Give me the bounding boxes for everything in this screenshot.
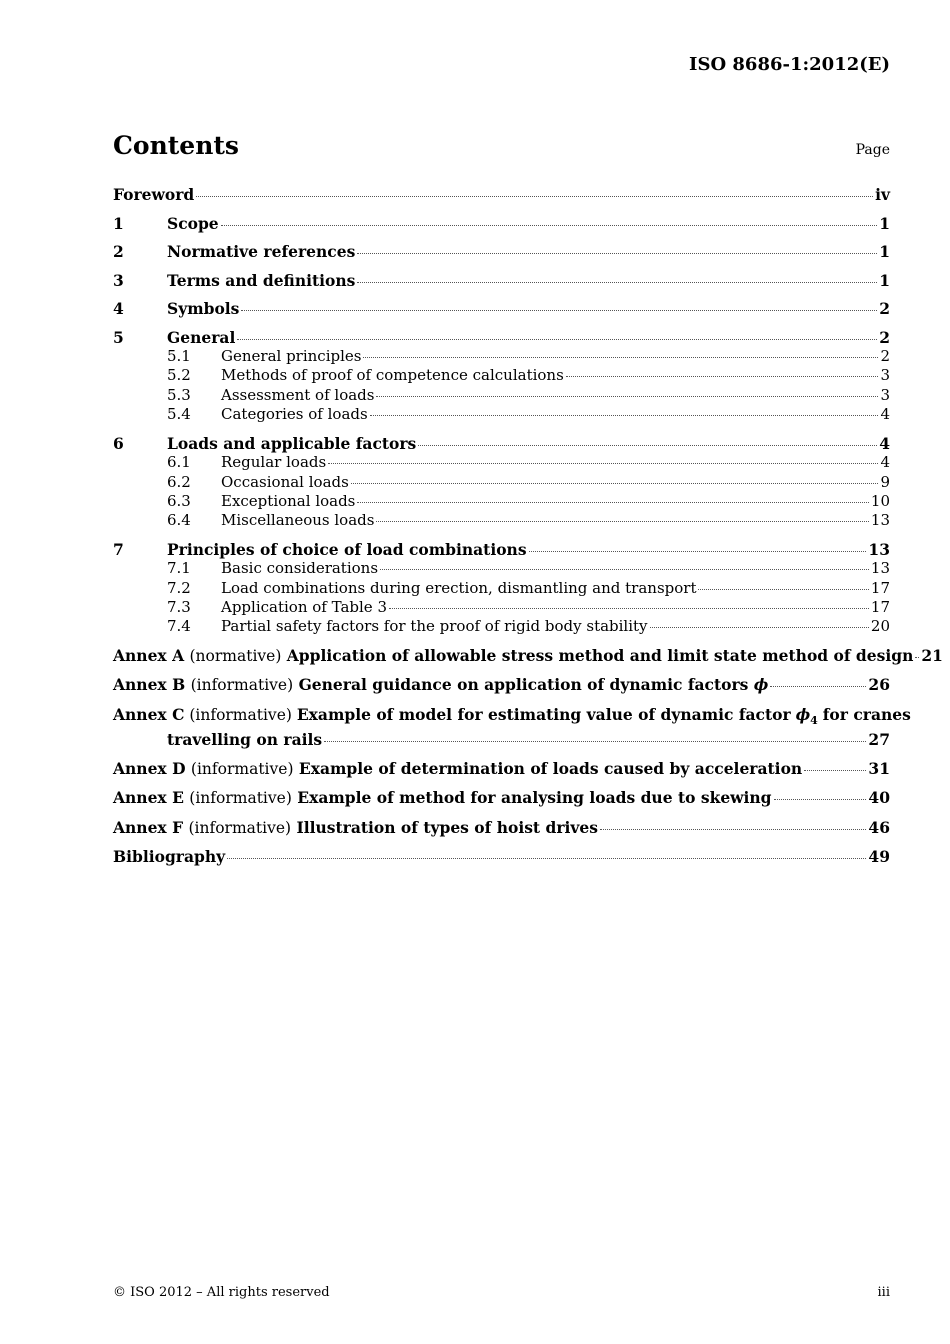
toc-page: 49 — [868, 847, 890, 867]
toc-entry-7-1[interactable] — [113, 559, 890, 578]
toc-entry-1[interactable] — [113, 214, 890, 234]
toc-title: Miscellaneous loads — [221, 511, 375, 530]
annex-label: Annex F — [113, 817, 184, 837]
toc-page: 4 — [880, 453, 890, 472]
toc-number: 7 — [113, 539, 124, 559]
toc-entry-5-3[interactable] — [113, 386, 890, 405]
toc-title — [113, 818, 598, 839]
toc-title: Basic considerations — [221, 559, 379, 578]
leader-dots — [529, 551, 867, 552]
toc-title: Partial safety factors for the proof of rigid body stability — [221, 617, 648, 636]
toc-page: 3 — [880, 366, 890, 385]
toc-entry-7-4[interactable] — [113, 617, 890, 636]
toc-entry-annex-a[interactable] — [113, 645, 943, 667]
leader-dots — [804, 770, 866, 771]
leader-dots — [380, 569, 869, 570]
toc-title: Exceptional loads — [221, 491, 356, 510]
phi-symbol: ϕ — [753, 675, 769, 695]
leader-dots — [357, 282, 877, 283]
toc-title: Load combinations during erection, dismantling and transport — [221, 578, 697, 597]
toc-title — [113, 704, 911, 731]
document-id: ISO 8686-1:2012(E) — [689, 54, 890, 75]
annex-label: Annex C — [113, 704, 185, 724]
toc-number: 6.4 — [167, 511, 191, 530]
footer-copyright: © ISO 2012 – All rights reserved — [113, 1285, 330, 1300]
toc-title: Loads and applicable factors — [167, 433, 417, 453]
annex-label: Annex D — [113, 758, 186, 778]
toc-page: 13 — [870, 559, 890, 578]
toc-number: 5.2 — [167, 366, 191, 385]
toc-page: 2 — [879, 327, 890, 347]
toc-entry-6-3[interactable] — [113, 492, 890, 511]
toc-entry-annex-d[interactable] — [113, 759, 890, 780]
toc-title — [113, 759, 802, 780]
toc-number: 1 — [113, 213, 124, 233]
toc-page: 31 — [868, 758, 890, 778]
leader-dots — [196, 196, 873, 197]
toc-entry-annex-e[interactable] — [113, 788, 890, 809]
toc-title — [113, 675, 768, 696]
toc-number: 5.4 — [167, 405, 191, 424]
toc-entry-annex-c[interactable] — [113, 704, 911, 750]
annex-type: (informative) — [190, 676, 294, 695]
leader-dots — [389, 608, 869, 609]
toc-page: 1 — [879, 242, 890, 261]
table-of-contents — [113, 185, 943, 867]
leader-dots — [324, 741, 866, 742]
leader-dots — [357, 253, 877, 254]
toc-page: 13 — [868, 539, 890, 559]
toc-title: Bibliography — [113, 847, 226, 867]
toc-title: Symbols — [167, 299, 240, 318]
leader-dots — [774, 799, 867, 800]
toc-entry-7-3[interactable] — [113, 598, 890, 617]
toc-title — [113, 788, 772, 809]
toc-entry-5[interactable] — [113, 328, 890, 348]
leader-dots — [227, 858, 866, 859]
toc-number: 5.1 — [167, 347, 191, 365]
annex-title-continued: travelling on rails — [167, 730, 323, 750]
annex-title: Example of determination of loads caused by acceleration — [298, 758, 803, 778]
toc-page: 26 — [868, 675, 890, 695]
toc-number: 6.3 — [167, 491, 191, 510]
toc-title-continuation — [113, 730, 890, 750]
toc-title: General — [167, 327, 236, 347]
toc-title: Scope — [167, 213, 219, 233]
toc-entry-annex-f[interactable] — [113, 818, 890, 839]
leader-dots — [328, 463, 878, 464]
toc-page: 21 — [921, 645, 943, 665]
leader-dots — [357, 502, 869, 503]
toc-title: Foreword — [113, 185, 195, 204]
toc-page: 27 — [868, 730, 890, 750]
page-column-label: Page — [855, 142, 890, 158]
toc-entry-3[interactable] — [113, 271, 890, 291]
leader-dots — [600, 829, 866, 830]
toc-title: General principles — [221, 347, 362, 365]
annex-title: Illustration of types of hoist drives — [296, 817, 598, 837]
toc-number: 6 — [113, 433, 124, 453]
toc-entry-6-2[interactable] — [113, 473, 890, 492]
toc-title: Terms and definitions — [167, 270, 356, 290]
toc-page: 17 — [870, 598, 890, 617]
leader-dots — [351, 483, 879, 484]
toc-entry-5-4[interactable] — [113, 405, 890, 424]
toc-page: 10 — [870, 491, 890, 510]
phi-symbol: ϕ — [795, 704, 811, 724]
toc-title: Regular loads — [221, 453, 327, 472]
toc-entry-bibliography[interactable] — [113, 847, 890, 867]
toc-number: 5 — [113, 327, 124, 347]
annex-type: (informative) — [189, 705, 292, 724]
phi-subscript: 4 — [810, 713, 818, 727]
annex-type: (informative) — [188, 818, 292, 837]
leader-dots — [221, 225, 878, 226]
leader-dots — [363, 357, 878, 358]
annex-title-suffix: for cranes — [822, 704, 911, 724]
toc-page: 46 — [868, 817, 890, 837]
toc-entry-foreword[interactable] — [113, 185, 890, 205]
annex-label: Annex E — [113, 788, 184, 808]
leader-dots — [241, 310, 877, 311]
leader-dots — [237, 339, 877, 340]
toc-page: 17 — [870, 578, 890, 597]
toc-page: 9 — [880, 472, 890, 491]
annex-title: Example of method for analysing loads due to skewing — [297, 788, 772, 808]
toc-entry-2[interactable] — [113, 242, 890, 262]
toc-number: 3 — [113, 270, 124, 290]
toc-page: 20 — [870, 617, 890, 636]
toc-page: 2 — [879, 299, 890, 318]
toc-title: Occasional loads — [221, 472, 349, 491]
toc-title: Assessment of loads — [221, 385, 375, 404]
leader-dots — [566, 376, 879, 377]
toc-title: Categories of loads — [221, 405, 368, 424]
leader-dots — [698, 589, 868, 590]
footer-page-number: iii — [877, 1285, 890, 1300]
toc-number: 7.3 — [167, 598, 191, 617]
toc-title: Normative references — [167, 242, 356, 261]
toc-page: 1 — [879, 213, 890, 233]
toc-number: 6.1 — [167, 453, 191, 472]
leader-dots — [376, 396, 878, 397]
contents-title: Contents — [113, 131, 240, 160]
annex-label: Annex A — [113, 645, 185, 665]
toc-entry-7[interactable] — [113, 540, 890, 560]
toc-entry-6-4[interactable] — [113, 511, 890, 530]
toc-entry-6-1[interactable] — [113, 453, 890, 472]
toc-entry-5-1[interactable] — [113, 347, 890, 366]
toc-entry-4[interactable] — [113, 299, 890, 319]
toc-number: 7.2 — [167, 578, 191, 597]
annex-type: (normative) — [189, 646, 282, 665]
toc-number: 7.1 — [167, 559, 191, 578]
toc-page: 3 — [880, 385, 890, 404]
annex-type: (informative) — [189, 789, 292, 808]
toc-number: 6.2 — [167, 472, 191, 491]
toc-page: 2 — [880, 347, 890, 365]
leader-dots — [915, 657, 919, 658]
leader-dots — [376, 521, 868, 522]
toc-number: 5.3 — [167, 385, 191, 404]
toc-title: Methods of proof of competence calculations — [221, 366, 564, 385]
toc-title: Principles of choice of load combinations — [167, 539, 527, 559]
toc-entry-6[interactable] — [113, 434, 890, 454]
annex-label: Annex B — [113, 675, 186, 695]
toc-page: iv — [875, 185, 890, 204]
toc-page: 4 — [880, 405, 890, 424]
toc-page: 40 — [868, 788, 890, 808]
toc-number: 4 — [113, 299, 124, 318]
toc-entry-7-2[interactable] — [113, 579, 890, 598]
leader-dots — [418, 445, 877, 446]
toc-number: 7.4 — [167, 617, 191, 636]
toc-entry-5-2[interactable] — [113, 366, 890, 385]
annex-type: (informative) — [190, 759, 294, 778]
toc-entry-annex-b[interactable] — [113, 675, 890, 696]
toc-number: 2 — [113, 242, 124, 261]
leader-dots — [370, 415, 879, 416]
toc-page: 1 — [879, 270, 890, 290]
annex-title: General guidance on application of dynamic factors — [298, 675, 749, 695]
leader-dots — [770, 686, 866, 687]
annex-title: Application of allowable stress method and limit state method of design — [286, 645, 914, 665]
toc-title — [113, 646, 913, 667]
toc-page: 4 — [879, 433, 890, 453]
toc-page: 13 — [870, 511, 890, 530]
annex-title: Example of model for estimating value of dynamic factor — [296, 704, 791, 724]
toc-title: Application of Table 3 — [221, 598, 387, 617]
leader-dots — [650, 627, 869, 628]
